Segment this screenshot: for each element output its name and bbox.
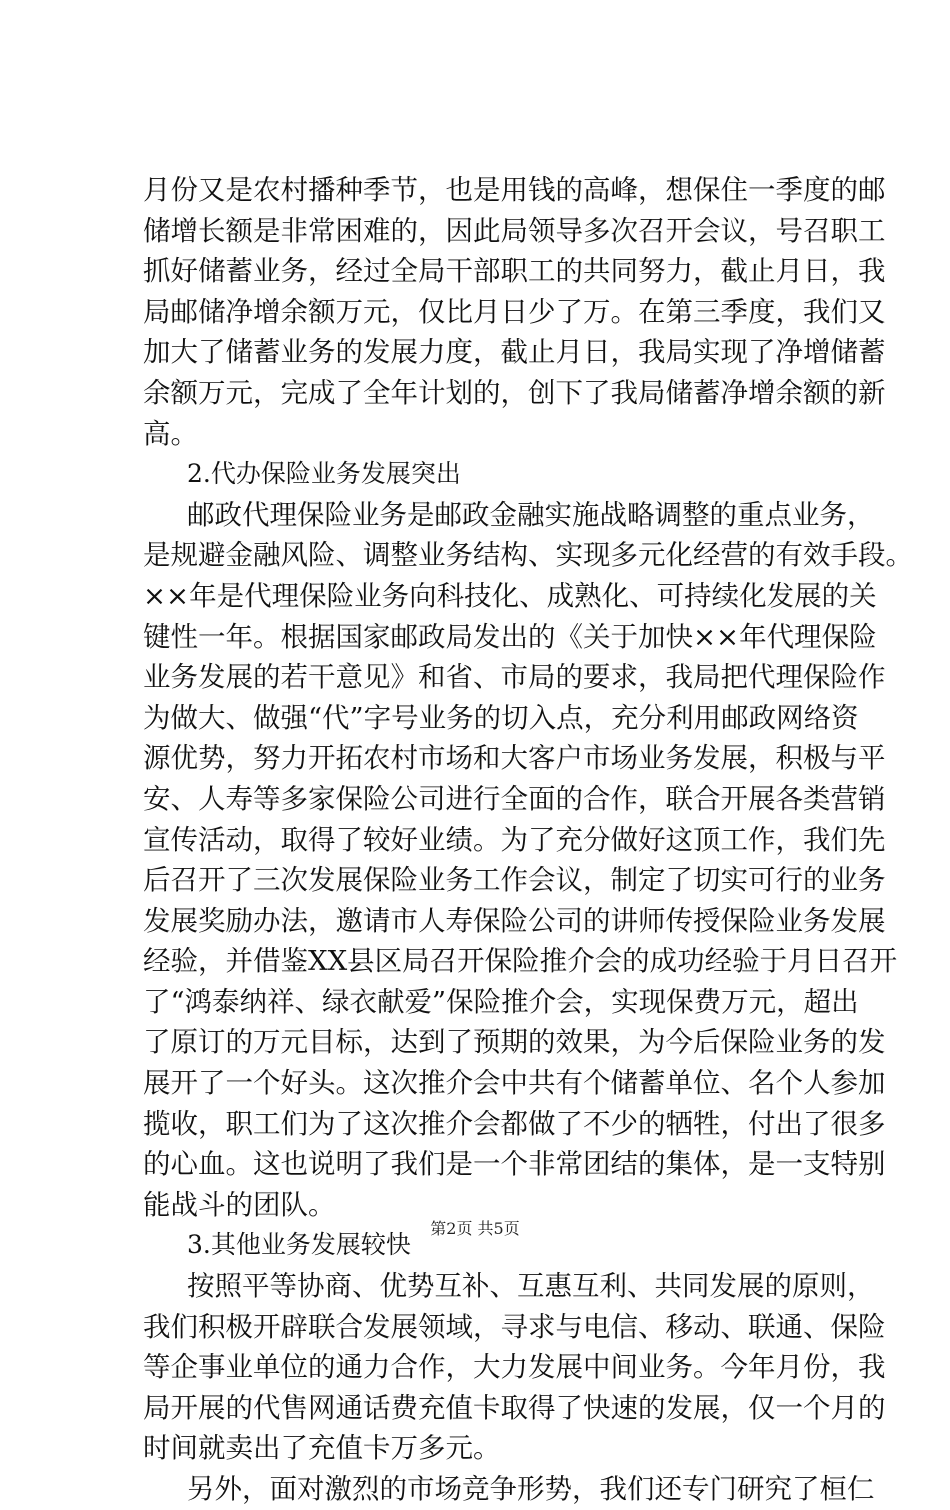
text-line: 另外，面对激烈的市场竞争形势，我们还专门研究了桓仁	[187, 1473, 875, 1505]
section-heading-insurance: 2.代办保险业务发展突出	[187, 459, 461, 489]
paragraph-market-competition	[143, 1469, 875, 1510]
text-line: 源优势，努力开拓农村市场和大客户市场业务发展，积极与平	[143, 742, 886, 775]
section-heading-other-business: 3.其他业务发展较快	[187, 1230, 411, 1260]
text-line: 按照平等协商、优势互补、互惠互利、共同发展的原则，	[187, 1270, 875, 1303]
text-line: 等企事业单位的通力合作，大力发展中间业务。今年月份，我	[143, 1351, 886, 1384]
text-line: 安、人寿等多家保险公司进行全面的合作，联合开展各类营销	[143, 782, 886, 815]
text-line: 了原订的万元目标，达到了预期的效果，为今后保险业务的发	[143, 1026, 886, 1059]
text-line: 加大了储蓄业务的发展力度，截止月日，我局实现了净增储蓄	[143, 336, 886, 369]
text-line: 展开了一个好头。这次推介会中共有个储蓄单位、名个人参加	[143, 1067, 886, 1100]
text-line: 月份又是农村播种季节，也是用钱的高峰，想保住一季度的邮	[143, 174, 886, 206]
text-line: 揽收，职工们为了这次推介会都做了不少的牺牲，付出了很多	[143, 1107, 886, 1140]
text-line: 邮政代理保险业务是邮政金融实施战略调整的重点业务，	[187, 498, 875, 531]
paragraph-savings	[143, 170, 886, 454]
text-line: 业务发展的若干意见》和省、市局的要求，我局把代理保险作	[143, 661, 886, 694]
text-line: 是规避金融风险、调整业务结构、实现多元化经营的有效手段。	[143, 539, 913, 572]
text-line: 抓好储蓄业务，经过全局干部职工的共同努力，截止月日，我	[143, 255, 886, 288]
text-line: 时间就卖出了充值卡万多元。	[143, 1432, 501, 1465]
text-line: 后召开了三次发展保险业务工作会议，制定了切实可行的业务	[143, 864, 886, 897]
document-body	[143, 170, 913, 1510]
text-line: 我们积极开辟联合发展领域，寻求与电信、移动、联通、保险	[143, 1310, 886, 1343]
paragraph-insurance	[143, 495, 913, 1226]
text-line: 储增长额是非常困难的，因此局领导多次召开会议，号召职工	[143, 214, 886, 247]
text-line: 局邮储净增余额万元，仅比月日少了万。在第三季度，我们又	[143, 295, 886, 328]
text-line: 高。	[143, 417, 198, 450]
text-line: 宣传活动，取得了较好业绩。为了充分做好这顶工作，我们先	[143, 823, 886, 856]
text-line: 的心血。这也说明了我们是一个非常团结的集体，是一支特别	[143, 1148, 886, 1181]
page-number-footer: 第2页 共5页	[430, 1219, 520, 1238]
text-line: 余额万元，完成了全年计划的，创下了我局储蓄净增余额的新	[143, 376, 886, 409]
text-line: 局开展的代售网通话费充值卡取得了快速的发展，仅一个月的	[143, 1391, 886, 1424]
text-line: 能战斗的团队。	[143, 1188, 336, 1221]
text-line: 发展奖励办法，邀请市人寿保险公司的讲师传授保险业务发展	[143, 904, 886, 937]
paragraph-other-business	[143, 1266, 886, 1469]
text-line: ××年是代理保险业务向科技化、成熟化、可持续化发展的关	[143, 579, 877, 612]
text-line: 了“鸿泰纳祥、绿衣献爱”保险推介会，实现保费万元，超出	[143, 985, 859, 1018]
text-line: 为做大、做强“代”字号业务的切入点，充分利用邮政网络资	[143, 701, 859, 734]
text-line: 经验，并借鉴XX县区局召开保险推介会的成功经验于月日召开	[143, 945, 898, 978]
text-line: 键性一年。根据国家邮政局发出的《关于加快××年代理保险	[143, 620, 877, 653]
